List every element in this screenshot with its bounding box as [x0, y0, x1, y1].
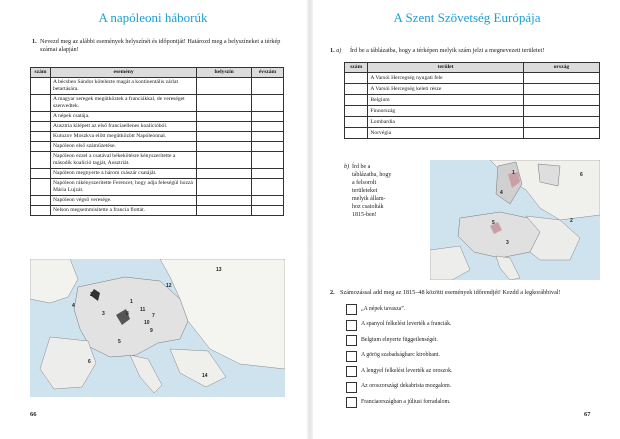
chronology-item-label: Az oroszországi dekabrista mozgalom. — [361, 383, 452, 389]
left-question-text: Nevezd meg az alábbi események helyszínét és időpontját! Határozd meg a helyszíneket a térkép számai alapján! — [40, 38, 281, 53]
event-description-cell: Kutuzov Moszkva előtt megütközött Napóleonnal. — [50, 132, 196, 142]
territory-row — [345, 128, 600, 139]
map-label-6: 6 — [88, 359, 91, 365]
book-gutter — [307, 0, 313, 439]
event-location-cell[interactable] — [197, 152, 252, 169]
territory-name-cell: Finnország — [368, 106, 523, 117]
right-question1b-text: Írd be a táblázatba, hogy a felsorolt területeket melyik állam-hoz csatolták 1815-ben! — [352, 164, 392, 218]
event-number-cell[interactable] — [31, 78, 51, 95]
order-number-box[interactable] — [346, 397, 357, 408]
territory-row — [345, 73, 600, 84]
event-number-cell[interactable] — [31, 179, 51, 196]
territory-name-cell: A Varsói Hercegség nyugati fele — [368, 73, 523, 84]
event-description-cell: Napóleon végső veresége. — [50, 196, 196, 206]
right-question2-number: 2. — [330, 289, 335, 296]
event-year-cell[interactable] — [252, 169, 284, 179]
event-number-cell[interactable] — [31, 112, 51, 122]
event-year-cell[interactable] — [252, 206, 284, 216]
right-question1-number: 1. a) — [330, 47, 342, 54]
event-description-cell: Nelson megsemmisítette a francia flottát. — [50, 206, 196, 216]
event-row — [31, 152, 284, 169]
event-location-cell[interactable] — [197, 206, 252, 216]
header-event: esemény — [50, 68, 196, 78]
header-number: szám — [31, 68, 51, 78]
event-year-cell[interactable] — [252, 122, 284, 132]
territory-number-cell[interactable] — [345, 117, 368, 128]
holy-map-label-3: 3 — [506, 240, 509, 246]
territory-row — [345, 106, 600, 117]
event-row — [31, 78, 284, 95]
napoleonic-map — [30, 259, 285, 397]
map-label-14: 14 — [202, 373, 208, 379]
territory-number-cell[interactable] — [345, 84, 368, 95]
holy-map-label-1: 1 — [512, 170, 515, 176]
territory-row — [345, 95, 600, 106]
event-number-cell[interactable] — [31, 196, 51, 206]
holy-map-label-4: 4 — [500, 190, 503, 196]
event-location-cell[interactable] — [197, 179, 252, 196]
event-location-cell[interactable] — [197, 169, 252, 179]
left-question-number: 1. — [32, 38, 37, 45]
event-row — [31, 142, 284, 152]
right-question2-text: Számozással add meg az 1815–48 közötti események időrendjét! Kezdd a legkorábbival! — [340, 289, 561, 296]
event-description-cell: A népek csatája. — [50, 112, 196, 122]
order-number-box[interactable] — [346, 366, 357, 377]
event-location-cell[interactable] — [197, 132, 252, 142]
event-year-cell[interactable] — [252, 196, 284, 206]
right-question1b-marker: b) — [344, 163, 350, 170]
map-label-13: 13 — [216, 267, 222, 273]
map-label-12: 12 — [166, 283, 172, 289]
right-page-number: 67 — [584, 411, 591, 418]
event-year-cell[interactable] — [252, 132, 284, 142]
event-row — [31, 122, 284, 132]
event-number-cell[interactable] — [31, 142, 51, 152]
territory-country-cell[interactable] — [523, 73, 599, 84]
chronology-item-label: Franciaországban a júliusi forradalom. — [361, 398, 451, 405]
territory-number-cell[interactable] — [345, 73, 368, 84]
events-table — [30, 67, 284, 216]
event-number-cell[interactable] — [31, 122, 51, 132]
territory-number-cell[interactable] — [345, 106, 368, 117]
territory-number-cell[interactable] — [345, 95, 368, 106]
order-number-box[interactable] — [346, 335, 357, 346]
map-label-11: 11 — [140, 307, 146, 313]
event-number-cell[interactable] — [31, 206, 51, 216]
territory-number-cell[interactable] — [345, 128, 368, 139]
event-number-cell[interactable] — [31, 95, 51, 112]
right-question1a-text: Írd be a táblázatba, hogy a térképen melyik szám jelzi a megnevezett területet! — [350, 47, 545, 54]
territories-table — [344, 62, 600, 139]
holy-map-label-2: 2 — [570, 218, 573, 224]
event-year-cell[interactable] — [252, 142, 284, 152]
map-label-1: 1 — [130, 299, 133, 305]
event-year-cell[interactable] — [252, 112, 284, 122]
event-row — [31, 112, 284, 122]
left-page-number: 66 — [30, 411, 37, 418]
map-label-7: 7 — [152, 313, 155, 319]
map-label-8: 8 — [126, 311, 129, 317]
event-row — [31, 179, 284, 196]
map-label-5: 5 — [118, 339, 121, 345]
event-row — [31, 196, 284, 206]
territory-header-country: ország — [523, 63, 599, 73]
event-row — [31, 206, 284, 216]
map-label-10: 10 — [144, 320, 150, 326]
event-year-cell[interactable] — [252, 95, 284, 112]
event-number-cell[interactable] — [31, 132, 51, 142]
event-description-cell: Napóleon rákényszerítette Ferencet, hogy adja feleségül hozzá Mária Lujzát. — [50, 179, 196, 196]
europe-map-graphic — [30, 259, 285, 397]
territory-name-cell: Norvégia — [368, 128, 523, 139]
holy-alliance-map-graphic — [430, 160, 600, 280]
event-description-cell: Napóleon első száműzetése. — [50, 142, 196, 152]
event-location-cell[interactable] — [197, 95, 252, 112]
header-location: helyszín — [197, 68, 252, 78]
event-location-cell[interactable] — [197, 112, 252, 122]
event-year-cell[interactable] — [252, 78, 284, 95]
chronology-item-label: A görög szabadságharc kirobbant. — [361, 352, 440, 358]
left-page-title: A napóleoni háborúk — [98, 10, 208, 25]
event-row — [31, 169, 284, 179]
territory-row — [345, 84, 600, 95]
order-number-box[interactable] — [346, 382, 357, 393]
order-number-box[interactable] — [346, 320, 357, 331]
event-description-cell: Ausztria kilépett az első franciaellenes koalícióból. — [50, 122, 196, 132]
territory-country-cell[interactable] — [523, 106, 599, 117]
territory-header-number: szám — [345, 63, 368, 73]
holy-alliance-map — [430, 160, 600, 280]
right-page — [314, 0, 620, 439]
header-year: évszám — [252, 68, 284, 78]
territory-country-cell[interactable] — [523, 117, 599, 128]
event-number-cell[interactable] — [31, 169, 51, 179]
territory-name-cell: Lombardia — [368, 117, 523, 128]
map-label-3: 3 — [102, 311, 105, 317]
chronology-item-label: A lengyel felkelést leverték az oroszok. — [361, 367, 453, 374]
chronology-item-label: A spanyol felkelést leverték a franciák. — [361, 321, 452, 327]
event-row — [31, 132, 284, 142]
map-label-9: 9 — [150, 328, 153, 334]
event-row — [31, 95, 284, 112]
chronology-item-label: „A népek tavasza”. — [361, 305, 406, 312]
order-number-box[interactable] — [346, 304, 357, 315]
event-location-cell[interactable] — [197, 122, 252, 132]
left-page — [0, 0, 306, 439]
holy-map-label-6: 6 — [580, 172, 583, 178]
chronology-item-label: Belgium elnyerte függetlenségét. — [361, 336, 438, 343]
territory-country-cell[interactable] — [523, 95, 599, 106]
map-label-4: 4 — [72, 303, 75, 309]
event-location-cell[interactable] — [197, 196, 252, 206]
holy-map-label-5: 5 — [492, 220, 495, 226]
event-description-cell: Napóleon ezzel a csatával békekötésre kényszerítette a második koalíció tagját, Ausztriát. — [50, 152, 196, 169]
territory-country-cell[interactable] — [523, 84, 599, 95]
event-number-cell[interactable] — [31, 152, 51, 169]
event-description-cell: A bécsben Sándor kötelezte magát a kontinentális zárlat betartására. — [50, 78, 196, 95]
territory-header-area: terület — [368, 63, 523, 73]
order-number-box[interactable] — [346, 351, 357, 362]
event-year-cell[interactable] — [252, 152, 284, 169]
event-location-cell[interactable] — [197, 78, 252, 95]
territory-name-cell: A Varsói Hercegség keleti része — [368, 84, 523, 95]
territory-row — [345, 117, 600, 128]
event-location-cell[interactable] — [197, 142, 252, 152]
map-label-2: 2 — [90, 292, 93, 298]
right-page-title: A Szent Szövetség Európája — [393, 10, 541, 25]
event-description-cell: Napóleon megnyerte a három császár csatáját. — [50, 169, 196, 179]
event-year-cell[interactable] — [252, 179, 284, 196]
territory-country-cell[interactable] — [523, 128, 599, 139]
territory-name-cell: Belgium — [368, 95, 523, 106]
event-description-cell: A magyar seregek megütköztek a franciákkal, de vereséget szenvedtek. — [50, 95, 196, 112]
